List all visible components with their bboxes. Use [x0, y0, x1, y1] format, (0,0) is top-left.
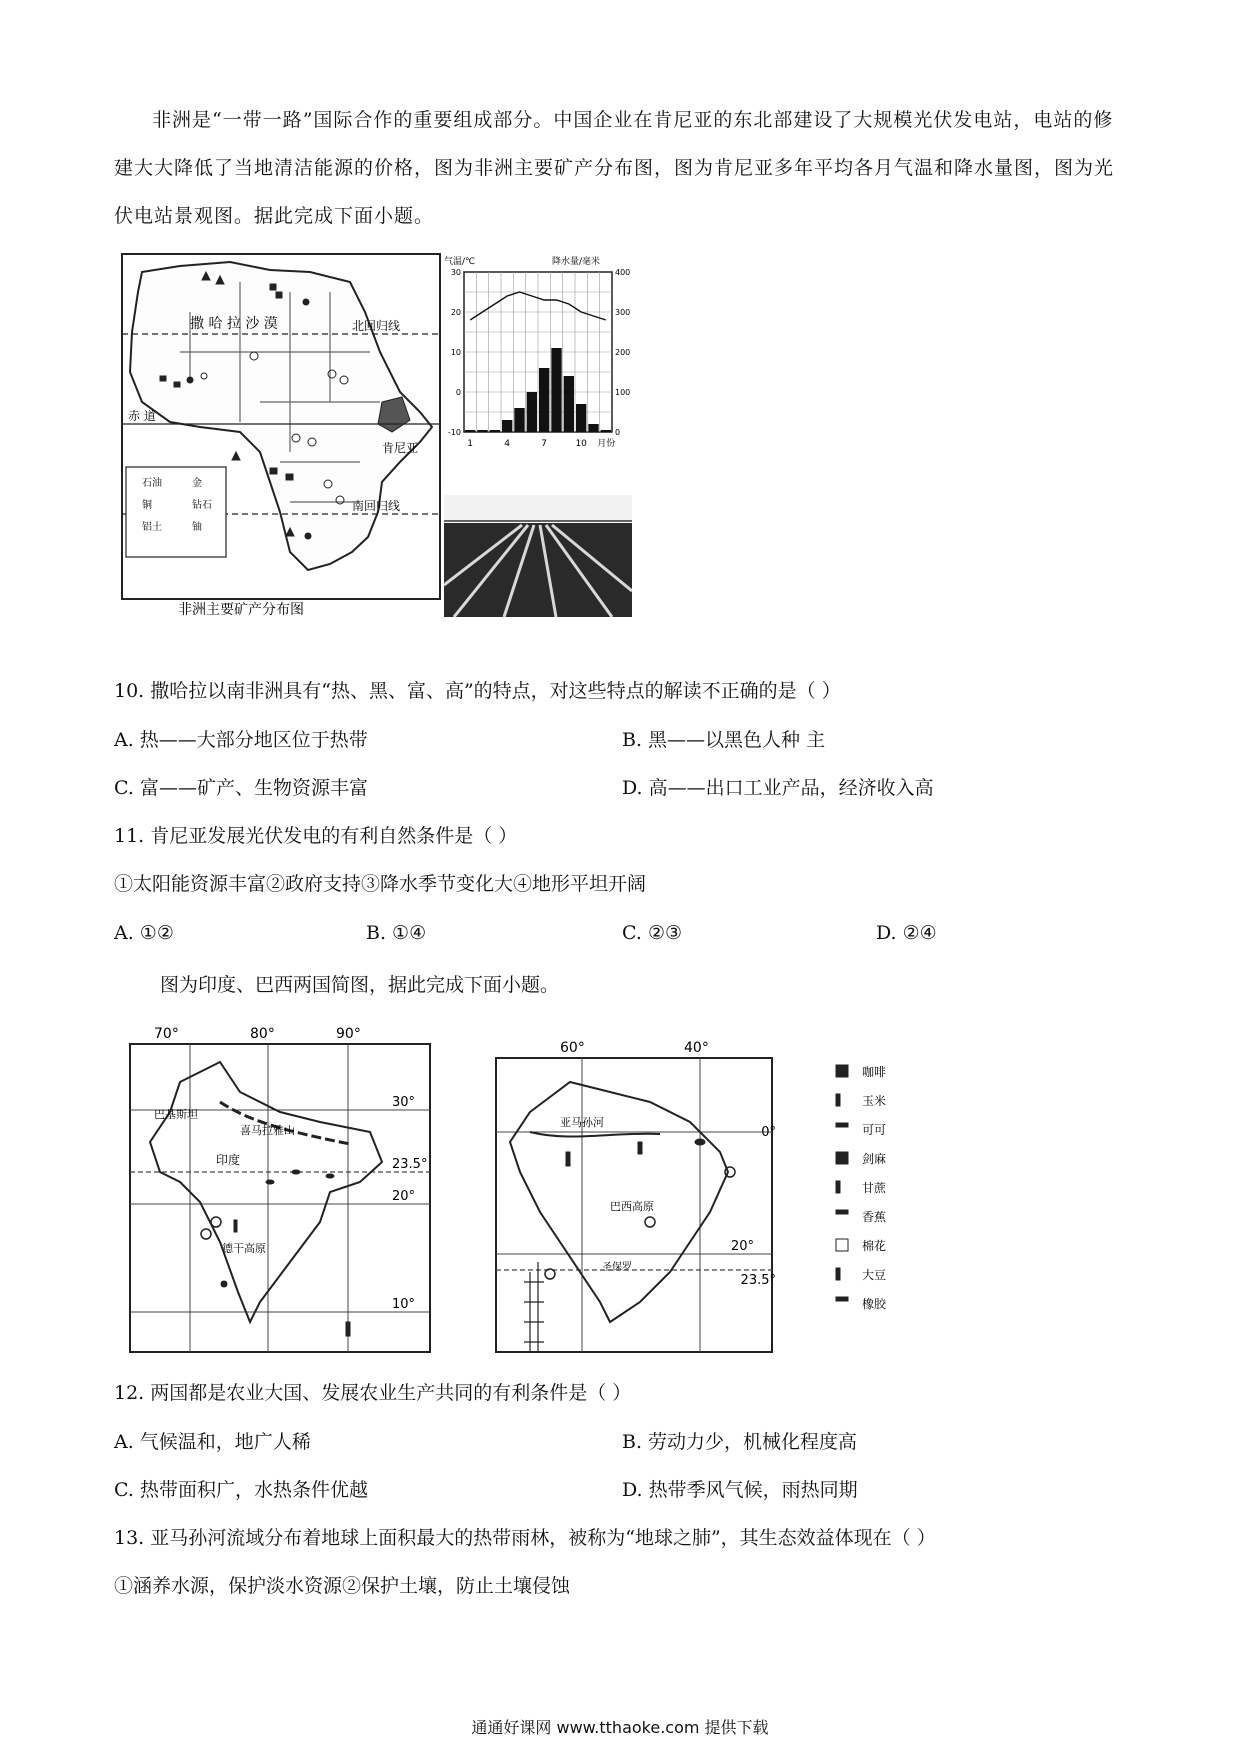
legend-copper: 铜 — [142, 500, 152, 511]
equator-label: 赤 道 — [128, 409, 156, 423]
q12-option-d[interactable]: D. 热带季风气候，雨热同期 — [622, 1479, 858, 1501]
x-tick-label: 4 — [504, 439, 511, 449]
cocoa-icon — [836, 1123, 848, 1127]
precip-bar — [539, 368, 549, 432]
precip-bar — [465, 430, 475, 432]
crop-legend-label: 甘蔗 — [862, 1181, 887, 1195]
right-tick-label: 300 — [615, 308, 631, 317]
q10-option-d[interactable]: D. 高——出口工业产品，经济收入高 — [622, 777, 934, 799]
precip-bar — [601, 430, 611, 432]
right-tick-label: 100 — [615, 388, 631, 397]
q12-option-c[interactable]: C. 热带面积广，水热条件优越 — [114, 1479, 368, 1501]
x-tick-label: 7 — [541, 439, 548, 449]
intro2-paragraph: 图为印度、巴西两国简图，据此完成下面小题。 — [160, 974, 560, 996]
india-lon-70: 70° — [154, 1026, 179, 1042]
precip-bar — [502, 420, 512, 432]
q10-option-a[interactable]: A. 热——大部分地区位于热带 — [114, 729, 368, 751]
india-lat-20: 20° — [392, 1189, 416, 1204]
q13-items: ①涵养水源，保护淡水资源②保护土壤，防止土壤侵蚀 — [114, 1575, 571, 1597]
saopaulo-label: 圣保罗 — [602, 1262, 632, 1273]
tropic-capricorn-label: 南回归线 — [352, 499, 401, 513]
q12-option-b[interactable]: B. 劳动力少，机械化程度高 — [622, 1431, 858, 1453]
precip-bar — [514, 408, 524, 432]
corn-icon — [836, 1094, 840, 1106]
precip-bar — [527, 392, 537, 432]
precip-bar — [477, 430, 487, 432]
left-tick-label: 20 — [450, 308, 461, 317]
banana-icon — [836, 1210, 848, 1214]
precip-bar — [576, 404, 586, 432]
solar-station-photo — [444, 495, 632, 617]
left-tick-label: 10 — [450, 348, 461, 357]
footer: 通通好课网 www.tthaoke.com 提供下载 — [471, 1718, 769, 1737]
india-lon-80: 80° — [250, 1026, 275, 1042]
pakistan-label: 巴基斯坦 — [154, 1108, 198, 1121]
amazon-label: 亚马孙河 — [560, 1116, 604, 1129]
africa-mineral-map — [120, 252, 442, 622]
q11-option-b[interactable]: B. ①④ — [366, 922, 427, 944]
brazil-lat-20: 20° — [730, 1239, 754, 1254]
precip-bar — [551, 348, 561, 432]
left-tick-label: 30 — [450, 268, 461, 277]
q10-option-b[interactable]: B. 黑——以黑色人种 主 — [622, 729, 826, 751]
kenya-climate-chart — [444, 252, 642, 460]
brazil-map — [490, 1022, 780, 1358]
crop-legend-label: 大豆 — [862, 1268, 887, 1282]
soybean-icon — [836, 1268, 840, 1280]
x-tick-label: 1 — [467, 439, 474, 449]
legend-uranium: 铀 — [192, 522, 202, 533]
right-tick-label: 200 — [615, 348, 631, 357]
right-tick-label: 0 — [615, 428, 621, 437]
q11-stem: 11. 肯尼亚发展光伏发电的有利自然条件是（ ） — [114, 825, 518, 847]
q10-stem: 10. 撒哈拉以南非洲具有“热、黑、富、高”的特点，对这些特点的解读不正确的是（ ） — [114, 680, 841, 702]
q11-option-d[interactable]: D. ②④ — [876, 922, 937, 944]
precip-bar — [588, 424, 598, 432]
legend-gold: 金 — [192, 478, 202, 489]
india-map — [120, 1022, 440, 1358]
right-tick-label: 400 — [615, 268, 631, 277]
crop-legend-label: 玉米 — [862, 1094, 887, 1108]
chart-ylabel-left: 气温/℃ — [444, 257, 476, 267]
crop-legend-label: 咖啡 — [862, 1065, 887, 1079]
crop-legend-label: 可可 — [862, 1123, 887, 1137]
india-lat-30: 30° — [392, 1095, 416, 1110]
rubber-icon — [836, 1297, 848, 1301]
x-unit-label: 月份 — [597, 439, 616, 449]
india-lat-10: 10° — [392, 1297, 416, 1312]
brazil-highland-label: 巴西高原 — [610, 1200, 654, 1213]
q11-option-c[interactable]: C. ②③ — [622, 922, 683, 944]
legend-diamond: 钻石 — [192, 500, 212, 511]
brazil-lon-40: 40° — [684, 1040, 709, 1056]
q12-option-a[interactable]: A. 气候温和，地广人稀 — [114, 1431, 311, 1453]
q11-items: ①太阳能资源丰富②政府支持③降水季节变化大④地形平坦开阔 — [114, 873, 647, 895]
cotton-icon — [836, 1239, 848, 1251]
brazil-lon-60: 60° — [560, 1040, 585, 1056]
crop-legend-label: 棉花 — [862, 1239, 887, 1253]
crop-legend — [830, 1060, 940, 1322]
crop-legend-label: 香蕉 — [862, 1210, 887, 1224]
kenya-label: 肯尼亚 — [382, 441, 419, 455]
himalaya-label: 喜马拉雅山 — [240, 1124, 295, 1137]
tropic-cancer-label: 北回归线 — [352, 319, 401, 333]
x-tick-label: 10 — [575, 439, 587, 449]
sugarcane-icon — [836, 1181, 840, 1193]
left-tick-label: -10 — [447, 428, 461, 437]
coffee-icon — [836, 1065, 848, 1077]
precip-bar — [564, 376, 574, 432]
brazil-lat-23-5: 23.5° — [740, 1273, 776, 1288]
q12-stem: 12. 两国都是农业大国、发展农业生产共同的有利条件是（ ） — [114, 1382, 632, 1404]
intro-paragraph: 非洲是“一带一路”国际合作的重要组成部分。中国企业在肯尼亚的东北部建设了大规模光伏发电站，电站的修建大大降低了当地清洁能源的价格，图为非洲主要矿产分布图，图为肯尼亚多年平均各月气温和降水量图，图为光伏电站景观图。据此完成下面小题。 — [114, 109, 1115, 227]
legend-bauxite: 铝土 — [142, 522, 162, 533]
q11-option-a[interactable]: A. ①② — [114, 922, 174, 944]
q13-stem: 13. 亚马孙河流域分布着地球上面积最大的热带雨林，被称为“地球之肺”，其生态效益体现在（ ） — [114, 1527, 936, 1549]
crop-legend-label: 橡胶 — [862, 1297, 887, 1311]
india-lat-23-5: 23.5° — [392, 1157, 428, 1172]
india-label: 印度 — [216, 1153, 241, 1167]
precip-bar — [490, 430, 500, 432]
india-lon-90: 90° — [336, 1026, 361, 1042]
chart-ylabel-right: 降水量/毫米 — [552, 257, 601, 267]
africa-map-caption: 非洲主要矿产分布图 — [178, 602, 304, 618]
sahara-label: 撒 哈 拉 沙 漠 — [190, 316, 278, 332]
crop-legend-label: 剑麻 — [862, 1152, 887, 1166]
sisal-icon — [836, 1152, 848, 1164]
deccan-label: 德干高原 — [222, 1242, 266, 1255]
left-tick-label: 0 — [455, 388, 461, 397]
legend-oil: 石油 — [142, 478, 162, 489]
q10-option-c[interactable]: C. 富——矿产、生物资源丰富 — [114, 777, 368, 799]
brazil-lat-0: 0° — [761, 1125, 776, 1140]
